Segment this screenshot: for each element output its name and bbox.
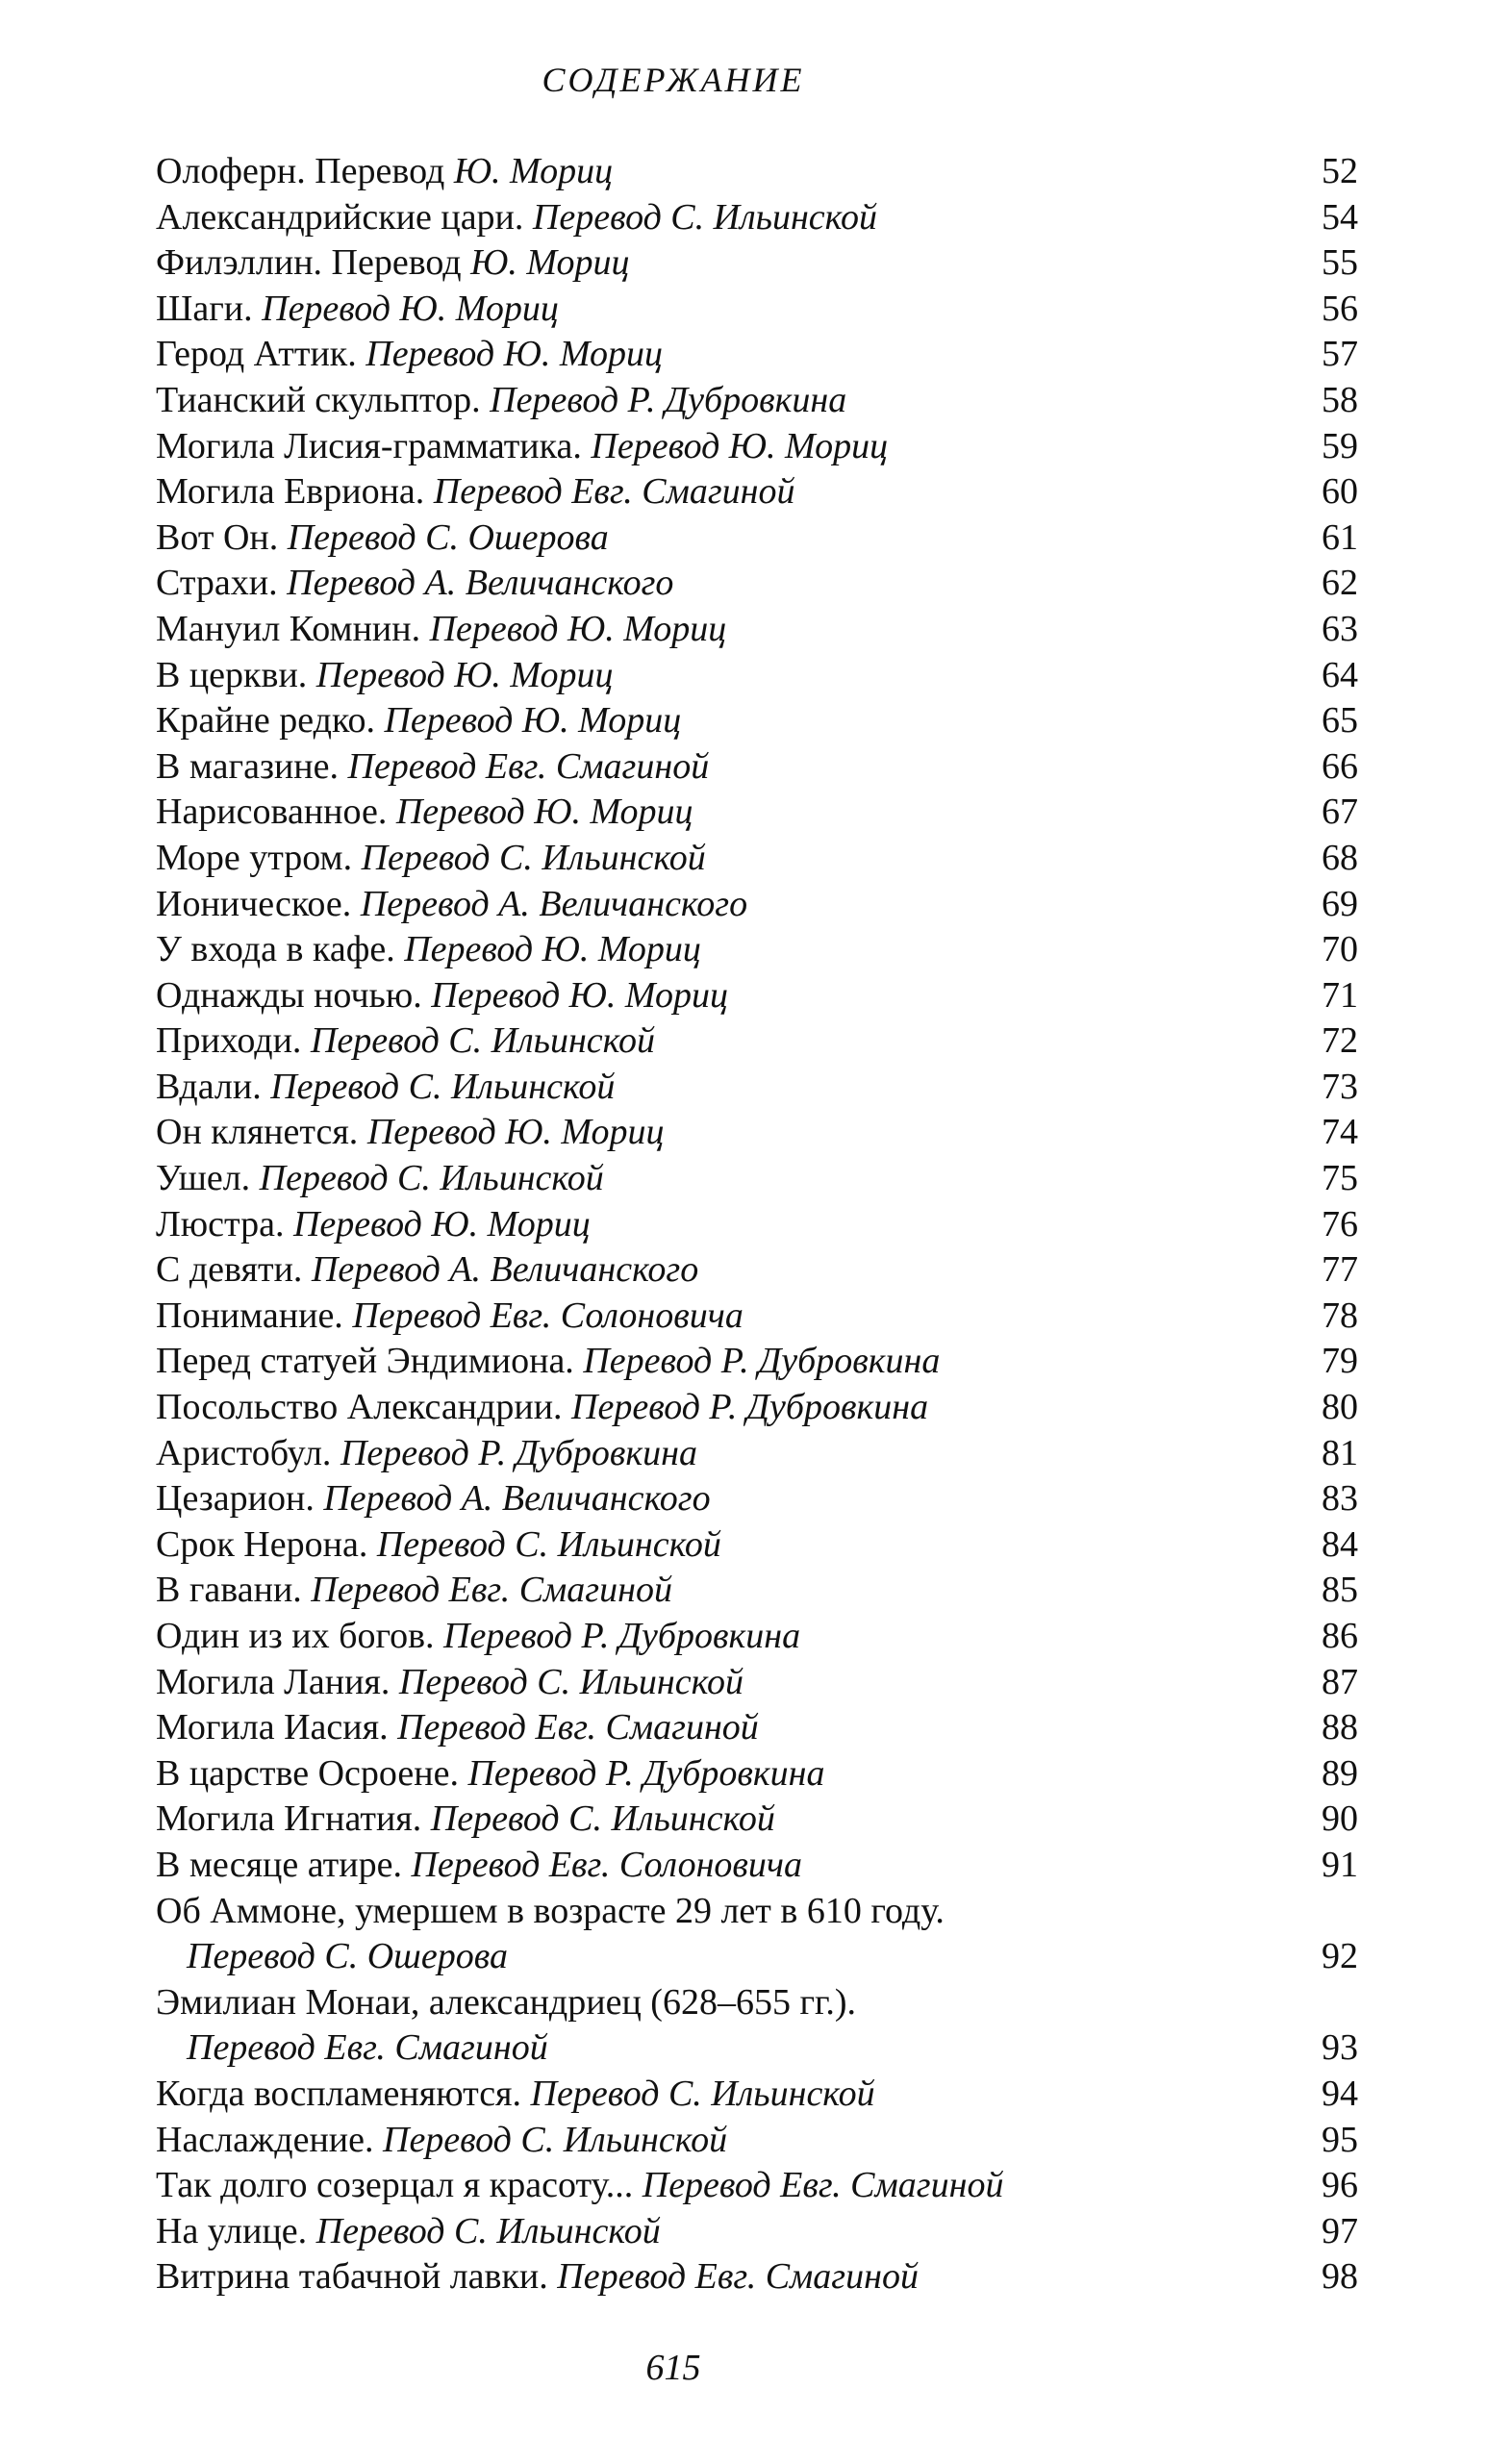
toc-entry-title: Понимание. bbox=[156, 1295, 353, 1336]
toc-entry-title: В месяце атире. bbox=[156, 1844, 412, 1885]
toc-entry-translator: Перевод Евг. Смагиной bbox=[187, 2027, 548, 2069]
toc-entry-translator: Перевод Ю. Мориц bbox=[292, 1203, 591, 1245]
toc-entry-page: 74 bbox=[1322, 1112, 1358, 1153]
toc-entry-translator: Перевод Ю. Мориц bbox=[395, 792, 693, 833]
toc-entry-text bbox=[156, 287, 1281, 333]
toc-entry-text bbox=[156, 2254, 1281, 2301]
toc-entry-text bbox=[156, 149, 1281, 195]
toc-entry-translator: Перевод Р. Дубровкина bbox=[583, 1341, 941, 1382]
toc-entry-page: 79 bbox=[1322, 1341, 1358, 1382]
toc-entry-translator: Перевод Евг. Смагиной bbox=[433, 471, 795, 513]
toc-entry-title: Вот Он. bbox=[156, 516, 288, 558]
toc-entry-translator: Перевод С. Ильинской bbox=[376, 1523, 721, 1565]
toc-entry bbox=[156, 1705, 1358, 1751]
toc-entry-title: Эмилиан Монаи, александриец (628–655 гг.). bbox=[156, 1981, 856, 2023]
page-number: 615 bbox=[645, 2348, 701, 2388]
toc-entry-page: 64 bbox=[1322, 654, 1358, 695]
toc-entry bbox=[156, 790, 1358, 836]
toc-entry-page: 87 bbox=[1322, 1661, 1358, 1702]
toc-entry-translator: Перевод Ю. Мориц bbox=[429, 608, 727, 649]
toc-entry-title: Мануил Комнин. bbox=[156, 608, 430, 649]
toc-entry-text bbox=[156, 195, 1281, 241]
toc-entry-text bbox=[156, 561, 1281, 607]
toc-entry bbox=[156, 1385, 1358, 1431]
toc-entry bbox=[156, 882, 1358, 928]
toc-entry-title: Ушел. bbox=[156, 1158, 260, 1199]
toc-entry bbox=[156, 1294, 1358, 1340]
toc-entry-text bbox=[156, 1476, 1281, 1522]
toc-entry bbox=[156, 2025, 1358, 2072]
toc-entry-text bbox=[156, 1065, 1281, 1111]
toc-entry-title: Перед статуей Эндимиона. bbox=[156, 1341, 584, 1382]
toc-entry bbox=[156, 2209, 1358, 2255]
toc-entry-page: 55 bbox=[1322, 242, 1358, 284]
toc-entry-text bbox=[156, 469, 1281, 515]
toc-entry-text bbox=[156, 1522, 1281, 1569]
toc-entry bbox=[156, 1980, 1358, 2026]
toc-entry-page: 66 bbox=[1322, 745, 1358, 787]
toc-entry-translator: Перевод Ю. Мориц bbox=[384, 700, 682, 742]
toc-entry bbox=[156, 2254, 1358, 2301]
toc-entry-title: Могила Лания. bbox=[156, 1661, 399, 1702]
toc-entry-title: Наслаждение. bbox=[156, 2119, 383, 2160]
toc-entry-page: 59 bbox=[1322, 425, 1358, 466]
toc-entry-text bbox=[156, 2118, 1281, 2164]
toc-entry-title: Срок Нерона. bbox=[156, 1523, 377, 1565]
toc-entry-title: Витрина табачной лавки. bbox=[156, 2256, 558, 2298]
toc-entry-translator: Перевод Р. Дубровкина bbox=[467, 1752, 825, 1794]
toc-entry-translator: Перевод А. Величанского bbox=[311, 1249, 699, 1291]
toc-entry-page: 98 bbox=[1322, 2256, 1358, 2298]
toc-entry-title: Могила Игнатия. bbox=[156, 1798, 431, 1840]
toc-entry-translator: Перевод Р. Дубровкина bbox=[490, 379, 847, 420]
toc-entry-text bbox=[156, 1934, 1281, 1980]
toc-entry-title: Один из их богов. bbox=[156, 1616, 444, 1656]
toc-entry bbox=[156, 836, 1358, 882]
toc-entry-page: 54 bbox=[1322, 196, 1358, 238]
toc-entry-text bbox=[156, 927, 1281, 973]
toc-entry-text bbox=[156, 607, 1281, 653]
toc-entry-text bbox=[156, 790, 1281, 836]
toc-entry bbox=[156, 744, 1358, 791]
toc-entry-title: Могила Евриона. bbox=[156, 471, 434, 513]
toc-entry bbox=[156, 1065, 1358, 1111]
toc-entry-title: Шаги. bbox=[156, 288, 263, 329]
toc-entry-page: 70 bbox=[1322, 929, 1358, 970]
toc-entry-text bbox=[156, 1660, 1281, 1706]
toc-entry-title: Олоферн. Перевод bbox=[156, 151, 454, 191]
toc-entry bbox=[156, 1339, 1358, 1385]
toc-entry-text bbox=[156, 1339, 1281, 1385]
toc-entry-page: 96 bbox=[1322, 2165, 1358, 2206]
toc-entry bbox=[156, 653, 1358, 699]
toc-entry-translator: Перевод Ю. Мориц bbox=[365, 334, 663, 375]
toc-entry-translator: Перевод С. Ильинской bbox=[398, 1661, 743, 1702]
toc-entry-translator: Ю. Мориц bbox=[453, 151, 614, 191]
toc-entry bbox=[156, 1522, 1358, 1569]
toc-entry-text bbox=[156, 882, 1281, 928]
toc-entry bbox=[156, 287, 1358, 333]
toc-entry-text bbox=[156, 1110, 1281, 1156]
toc-entry-text bbox=[156, 240, 1281, 287]
toc-entry bbox=[156, 1476, 1358, 1522]
toc-entry-title: Аристобул. bbox=[156, 1432, 340, 1473]
toc-entry bbox=[156, 2163, 1358, 2209]
toc-entry-translator: Перевод С. Ильинской bbox=[315, 2210, 661, 2251]
toc-entry bbox=[156, 1247, 1358, 1294]
toc-entry-title: Когда воспламеняются. bbox=[156, 2073, 531, 2114]
toc-entry-page: 56 bbox=[1322, 288, 1358, 329]
toc-entry-page: 57 bbox=[1322, 334, 1358, 375]
toc-entry bbox=[156, 1110, 1358, 1156]
toc-entry-text bbox=[156, 1797, 1281, 1843]
toc-entry-translator: Перевод С. Ильинской bbox=[530, 2073, 875, 2114]
toc-entry-translator: Перевод Ю. Мориц bbox=[262, 288, 559, 329]
toc-entry-title: Александрийские цари. bbox=[156, 196, 533, 238]
toc-entry-title: Ионическое. bbox=[156, 883, 361, 924]
toc-entry-text bbox=[156, 2163, 1281, 2209]
toc-entry-page: 91 bbox=[1322, 1844, 1358, 1885]
toc-entry-text bbox=[156, 1018, 1281, 1065]
toc-entry-title: Страхи. bbox=[156, 563, 288, 604]
toc-entry-translator: Перевод С. Ильинской bbox=[532, 196, 877, 238]
toc-entry bbox=[156, 1568, 1358, 1614]
toc-entry bbox=[156, 927, 1358, 973]
page-header: СОДЕРЖАНИЕ bbox=[542, 61, 805, 99]
toc-entry-page: 97 bbox=[1322, 2210, 1358, 2251]
toc-entry-title: Об Аммоне, умершем в возрасте 29 лет в 610 году. bbox=[156, 1890, 945, 1931]
toc-entry-text bbox=[156, 1247, 1281, 1294]
toc-entry-text bbox=[156, 1843, 1281, 1889]
toc-entry-page: 71 bbox=[1322, 974, 1358, 1016]
toc-entry-page: 60 bbox=[1322, 471, 1358, 513]
toc-entry-page: 61 bbox=[1322, 516, 1358, 558]
toc-entry bbox=[156, 149, 1358, 195]
toc-entry-translator: Перевод Евг. Солоновича bbox=[352, 1295, 743, 1336]
toc-entry-text bbox=[156, 1431, 1281, 1477]
toc-entry bbox=[156, 469, 1358, 515]
toc-entry-title: Вдали. bbox=[156, 1066, 271, 1107]
toc-entry-text bbox=[156, 744, 1281, 791]
toc-entry-translator: Перевод С. Ошерова bbox=[287, 516, 609, 558]
toc-entry-title: Нарисованное. bbox=[156, 792, 396, 833]
toc-entry-translator: Перевод С. Ильинской bbox=[361, 837, 706, 878]
toc-entry-page: 84 bbox=[1322, 1523, 1358, 1565]
toc-entry bbox=[156, 607, 1358, 653]
toc-entry-translator: Ю. Мориц bbox=[470, 242, 630, 284]
toc-entry-page: 68 bbox=[1322, 837, 1358, 878]
toc-entry bbox=[156, 698, 1358, 744]
toc-entry-title: С девяти. bbox=[156, 1249, 312, 1291]
toc-entry bbox=[156, 1156, 1358, 1202]
toc-entry bbox=[156, 2072, 1358, 2118]
toc-entry-title: В магазине. bbox=[156, 745, 348, 787]
toc-entry bbox=[156, 332, 1358, 378]
toc-entry-translator: Перевод С. Ошерова bbox=[187, 1936, 508, 1977]
toc-entry-page: 89 bbox=[1322, 1752, 1358, 1794]
toc-entry-translator: Перевод Ю. Мориц bbox=[315, 654, 614, 695]
toc-entry-translator: Перевод С. Ильинской bbox=[383, 2119, 728, 2160]
toc-entry bbox=[156, 1202, 1358, 1248]
toc-entry-translator: Перевод С. Ильинской bbox=[259, 1158, 604, 1199]
toc-entry bbox=[156, 195, 1358, 241]
toc-entry-translator: Перевод А. Величанского bbox=[323, 1478, 711, 1520]
toc-entry-text bbox=[156, 1202, 1281, 1248]
toc-entry bbox=[156, 2118, 1358, 2164]
toc-entry-page: 76 bbox=[1322, 1203, 1358, 1245]
toc-entry-page: 94 bbox=[1322, 2073, 1358, 2114]
toc-entry-title: Цезарион. bbox=[156, 1478, 324, 1520]
toc-entry bbox=[156, 1614, 1358, 1660]
toc-entry-page: 88 bbox=[1322, 1707, 1358, 1748]
toc-entry-text bbox=[156, 1705, 1281, 1751]
toc-entry-title: На улице. bbox=[156, 2210, 316, 2251]
toc-entry-page: 65 bbox=[1322, 700, 1358, 742]
toc-entry-page: 92 bbox=[1322, 1936, 1358, 1977]
toc-entry-text bbox=[156, 2025, 1281, 2072]
toc-entry-title: В гавани. bbox=[156, 1570, 312, 1611]
toc-entry-translator: Перевод Евг. Смагиной bbox=[311, 1570, 672, 1611]
toc-entry-title: Тианский скульптор. bbox=[156, 379, 491, 420]
toc-entry-title: Посольство Александрии. bbox=[156, 1387, 572, 1428]
toc-entry bbox=[156, 1751, 1358, 1798]
toc-entry-title: Герод Аттик. bbox=[156, 334, 366, 375]
toc-entry-page: 73 bbox=[1322, 1066, 1358, 1107]
toc-entry-text bbox=[156, 973, 1281, 1019]
toc-entry-title: Крайне редко. bbox=[156, 700, 385, 742]
toc-entry bbox=[156, 1889, 1358, 1935]
toc-entry bbox=[156, 973, 1358, 1019]
toc-entry-text bbox=[156, 515, 1281, 562]
toc-entry-title: В церкви. bbox=[156, 654, 316, 695]
toc-entry-translator: Перевод С. Ильинской bbox=[430, 1798, 775, 1840]
toc-entry-text bbox=[156, 653, 1281, 699]
toc-entry-translator: Перевод Р. Дубровкина bbox=[443, 1616, 801, 1656]
toc-entry-title: Филэллин. Перевод bbox=[156, 242, 471, 284]
toc-entry-translator: Перевод Р. Дубровкина bbox=[340, 1432, 698, 1473]
toc-entry-text bbox=[156, 836, 1281, 882]
toc-entry-page: 72 bbox=[1322, 1020, 1358, 1062]
toc-entry bbox=[156, 1018, 1358, 1065]
toc-entry-text bbox=[156, 378, 1281, 424]
toc-entry-title: Он клянется. bbox=[156, 1112, 367, 1153]
toc-entry-page: 90 bbox=[1322, 1798, 1358, 1840]
toc-entry-translator: Перевод Евг. Смагиной bbox=[397, 1707, 759, 1748]
toc-entry-translator: Перевод А. Величанского bbox=[360, 883, 748, 924]
toc-entry-page: 75 bbox=[1322, 1158, 1358, 1199]
toc-entry-title: Однажды ночью. bbox=[156, 974, 432, 1016]
toc-entry-page: 77 bbox=[1322, 1249, 1358, 1291]
toc-entry-translator: Перевод С. Ильинской bbox=[310, 1020, 655, 1062]
toc-entry-page: 93 bbox=[1322, 2027, 1358, 2069]
toc-entry-page: 52 bbox=[1322, 151, 1358, 191]
toc-entry-text bbox=[156, 698, 1281, 744]
toc-entry-title: Могила Лисия-грамматика. bbox=[156, 425, 592, 466]
toc-entry bbox=[156, 424, 1358, 470]
toc-entry bbox=[156, 561, 1358, 607]
toc-entry-page: 62 bbox=[1322, 563, 1358, 604]
toc-entry-translator: Перевод Евг. Смагиной bbox=[557, 2256, 919, 2298]
toc-entry-page: 95 bbox=[1322, 2119, 1358, 2160]
toc-entry-title: Могила Иасия. bbox=[156, 1707, 398, 1748]
toc-entry-text bbox=[156, 1156, 1281, 1202]
toc-entry-title: Море утром. bbox=[156, 837, 362, 878]
toc-entry-translator: Перевод Ю. Мориц bbox=[404, 929, 701, 970]
toc-entry-page: 69 bbox=[1322, 883, 1358, 924]
toc-entry-page: 78 bbox=[1322, 1295, 1358, 1336]
toc-entry-page: 85 bbox=[1322, 1570, 1358, 1611]
toc-entry-text bbox=[156, 1889, 1281, 1935]
toc-entry-page: 81 bbox=[1322, 1432, 1358, 1473]
toc-entry-translator: Перевод Евг. Солоновича bbox=[411, 1844, 803, 1885]
toc-entry-text bbox=[156, 1385, 1281, 1431]
toc-entry-text bbox=[156, 2072, 1281, 2118]
toc-entry bbox=[156, 240, 1358, 287]
toc-entry-text bbox=[156, 332, 1281, 378]
toc-entry bbox=[156, 378, 1358, 424]
toc-entry bbox=[156, 515, 1358, 562]
table-of-contents bbox=[156, 149, 1358, 2301]
toc-entry-page: 86 bbox=[1322, 1616, 1358, 1656]
toc-entry-text bbox=[156, 2209, 1281, 2255]
toc-entry-page: 80 bbox=[1322, 1387, 1358, 1428]
toc-entry-translator: Перевод Ю. Мориц bbox=[591, 425, 889, 466]
toc-entry-text bbox=[156, 424, 1281, 470]
toc-entry-title: У входа в кафе. bbox=[156, 929, 405, 970]
toc-entry-text bbox=[156, 1294, 1281, 1340]
toc-entry bbox=[156, 1843, 1358, 1889]
toc-entry-text bbox=[156, 1568, 1281, 1614]
toc-entry-page: 83 bbox=[1322, 1478, 1358, 1520]
toc-entry-translator: Перевод Ю. Мориц bbox=[431, 974, 729, 1016]
toc-entry-title: В царстве Осроене. bbox=[156, 1752, 468, 1794]
toc-entry bbox=[156, 1797, 1358, 1843]
toc-entry-title: Приходи. bbox=[156, 1020, 311, 1062]
toc-entry bbox=[156, 1934, 1358, 1980]
toc-entry-page: 67 bbox=[1322, 792, 1358, 833]
toc-entry-translator: Перевод Ю. Мориц bbox=[366, 1112, 665, 1153]
toc-entry-translator: Перевод А. Величанского bbox=[287, 563, 674, 604]
toc-entry-title: Так долго созерцал я красоту... bbox=[156, 2165, 643, 2206]
toc-entry-title: Люстра. bbox=[156, 1203, 293, 1245]
toc-entry-translator: Перевод Евг. Смагиной bbox=[642, 2165, 1004, 2206]
toc-entry-translator: Перевод Р. Дубровкина bbox=[571, 1387, 929, 1428]
toc-entry bbox=[156, 1660, 1358, 1706]
toc-entry-translator: Перевод С. Ильинской bbox=[270, 1066, 616, 1107]
toc-entry-text bbox=[156, 1614, 1281, 1660]
toc-entry bbox=[156, 1431, 1358, 1477]
toc-entry-page: 63 bbox=[1322, 608, 1358, 649]
toc-entry-text bbox=[156, 1980, 1281, 2026]
toc-entry-translator: Перевод Евг. Смагиной bbox=[347, 745, 710, 787]
toc-entry-text bbox=[156, 1751, 1281, 1798]
toc-entry-page: 58 bbox=[1322, 379, 1358, 420]
